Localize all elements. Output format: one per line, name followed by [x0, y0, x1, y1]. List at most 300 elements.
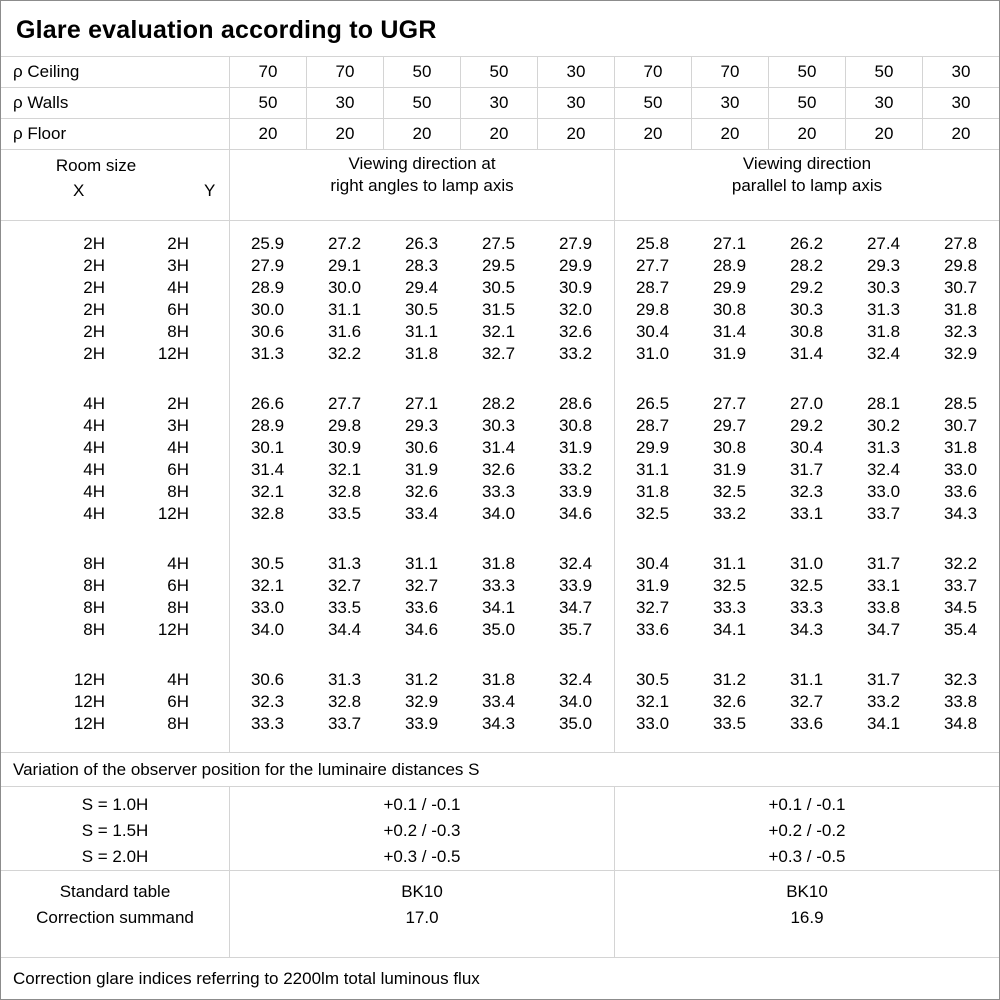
ugr-value: 34.3 [943, 504, 978, 523]
reflectance-value: 30 [306, 88, 383, 118]
ugr-value: 30.3 [866, 278, 901, 297]
reflectance-value: 50 [768, 88, 845, 118]
room-size-x-value: 12H [73, 670, 105, 689]
ugr-value: 28.7 [635, 416, 670, 435]
ugr-value: 27.7 [635, 256, 670, 275]
reflectance-value: 50 [460, 57, 537, 87]
room-size-x-value: 4H [83, 438, 105, 457]
ugr-row [1, 691, 999, 713]
ugr-row [1, 299, 999, 321]
ugr-value: 29.2 [789, 416, 824, 435]
ugr-value: 33.6 [943, 482, 978, 501]
ugr-value: 30.9 [558, 278, 593, 297]
ugr-value: 30.8 [789, 322, 824, 341]
variation-note: Variation of the observer position for the luminaire distances S [1, 753, 999, 787]
header-line: right angles to lamp axis [330, 176, 514, 195]
ugr-value: 31.3 [327, 554, 362, 573]
ugr-value: 32.6 [712, 692, 747, 711]
reflectance-row [1, 57, 999, 88]
ugr-value: 27.1 [712, 234, 747, 253]
ugr-value: 31.1 [404, 322, 439, 341]
room-size-x-value: 4H [83, 460, 105, 479]
ugr-value: 35.4 [943, 620, 978, 639]
ugr-value: 29.8 [943, 256, 978, 275]
room-size-x-value: 4H [83, 416, 105, 435]
ugr-value: 33.1 [789, 504, 824, 523]
ugr-value: 30.8 [558, 416, 593, 435]
ugr-value: 33.2 [558, 460, 593, 479]
room-size-x-value: 12H [73, 714, 105, 733]
ugr-value: 32.0 [558, 300, 593, 319]
ugr-row [1, 597, 999, 619]
ugr-row [1, 575, 999, 597]
ugr-value: 30.8 [712, 438, 747, 457]
ugr-value: 27.7 [712, 394, 747, 413]
ugr-value: 34.0 [481, 504, 516, 523]
reflectance-value: 70 [691, 57, 768, 87]
room-size-x-value: 2H [83, 322, 105, 341]
block-gap [1, 365, 999, 393]
ugr-value: 33.0 [250, 598, 285, 617]
ugr-value: 31.7 [789, 460, 824, 479]
reflectance-value: 50 [768, 57, 845, 87]
ugr-row [1, 669, 999, 691]
ugr-row [1, 553, 999, 575]
ugr-value: 26.2 [789, 234, 824, 253]
ugr-value: 31.4 [712, 322, 747, 341]
ugr-value: 33.3 [712, 598, 747, 617]
reflectance-value: 50 [229, 88, 306, 118]
ugr-value: 29.3 [404, 416, 439, 435]
ugr-value: 31.0 [789, 554, 824, 573]
room-size-y-label: Y [204, 181, 216, 200]
room-size-y-value: 2H [167, 234, 189, 253]
reflectance-value: 30 [537, 57, 614, 87]
reflectance-value: 30 [845, 88, 922, 118]
room-size-y-value: 4H [167, 670, 189, 689]
viewing-direction-parallel-header [614, 150, 999, 220]
ugr-value: 30.9 [327, 438, 362, 457]
ugr-value: 32.3 [943, 670, 978, 689]
ugr-value: 26.6 [250, 394, 285, 413]
ugr-value: 25.9 [250, 234, 285, 253]
ugr-value: 31.1 [789, 670, 824, 689]
ugr-value: 32.4 [558, 554, 593, 573]
ugr-value: 32.4 [866, 344, 901, 363]
ugr-value: 29.8 [327, 416, 362, 435]
block-gap [1, 641, 999, 669]
table-header-row [1, 150, 999, 221]
ugr-value: 34.7 [866, 620, 901, 639]
room-size-y-value: 8H [167, 714, 189, 733]
ugr-value: 31.3 [866, 438, 901, 457]
ugr-value: 31.4 [481, 438, 516, 457]
ugr-value: 31.3 [327, 670, 362, 689]
ugr-value: 32.9 [943, 344, 978, 363]
ugr-value: 25.8 [635, 234, 670, 253]
ugr-value: 32.1 [481, 322, 516, 341]
ugr-value: 28.9 [712, 256, 747, 275]
ugr-rows [1, 233, 999, 735]
ugr-value: 32.3 [789, 482, 824, 501]
ugr-value: 32.3 [943, 322, 978, 341]
room-size-y-value: 6H [167, 576, 189, 595]
room-size-y-value: 3H [167, 256, 189, 275]
ugr-value: 33.7 [943, 576, 978, 595]
reflectance-value: 50 [383, 57, 460, 87]
reflectance-label: ρ Ceiling [13, 62, 80, 81]
ugr-value: 30.6 [250, 670, 285, 689]
room-size-x-value: 4H [83, 394, 105, 413]
ugr-value: 27.9 [250, 256, 285, 275]
ugr-data-area [1, 221, 999, 753]
summary-right-angles [229, 871, 614, 957]
ugr-value: 28.2 [481, 394, 516, 413]
variation-value: +0.1 / -0.1 [768, 795, 846, 814]
ugr-value: 33.2 [866, 692, 901, 711]
reflectance-value: 30 [537, 88, 614, 118]
ugr-value: 31.9 [635, 576, 670, 595]
room-size-x-value: 8H [83, 576, 105, 595]
ugr-value: 29.9 [712, 278, 747, 297]
reflectance-label: ρ Floor [13, 124, 67, 143]
column-divider-line [229, 221, 230, 752]
ugr-row [1, 321, 999, 343]
ugr-value: 33.0 [943, 460, 978, 479]
s-distance-label: S = 1.5H [81, 821, 149, 840]
room-size-x-value: 8H [83, 620, 105, 639]
standard-table-section [1, 871, 999, 958]
variation-value: +0.1 / -0.1 [383, 795, 461, 814]
reflectance-value: 20 [845, 119, 922, 149]
ugr-value: 30.4 [635, 322, 670, 341]
footer-note: Correction glare indices referring to 2200lm total luminous flux [13, 968, 480, 988]
ugr-value: 29.1 [327, 256, 362, 275]
ugr-value: 33.5 [712, 714, 747, 733]
ugr-value: 31.1 [327, 300, 362, 319]
reflectance-row [1, 119, 999, 150]
header-line: Viewing direction at [348, 154, 496, 173]
ugr-value: 31.8 [866, 322, 901, 341]
ugr-value: 31.4 [250, 460, 285, 479]
viewing-direction-right-angles-header [229, 150, 614, 220]
reflectance-value: 20 [922, 119, 999, 149]
ugr-value: 34.7 [558, 598, 593, 617]
ugr-value: 31.8 [481, 670, 516, 689]
ugr-value: 33.5 [327, 504, 362, 523]
ugr-value: 33.8 [866, 598, 901, 617]
reflectance-value: 50 [383, 88, 460, 118]
ugr-value: 31.7 [866, 670, 901, 689]
ugr-value: 33.5 [327, 598, 362, 617]
ugr-value: 34.6 [558, 504, 593, 523]
room-size-x-value: 4H [83, 504, 105, 523]
reflectance-row [1, 88, 999, 119]
ugr-value: 30.5 [250, 554, 285, 573]
reflectance-value: 30 [922, 57, 999, 87]
room-size-y-value: 6H [167, 460, 189, 479]
ugr-value: 30.0 [250, 300, 285, 319]
ugr-value: 28.5 [943, 394, 978, 413]
room-size-y-value: 8H [167, 482, 189, 501]
ugr-value: 32.5 [635, 504, 670, 523]
s-distance-labels [1, 787, 229, 870]
ugr-value: 34.1 [866, 714, 901, 733]
ugr-value: 31.8 [404, 344, 439, 363]
ugr-value: 34.6 [404, 620, 439, 639]
room-size-x-value: 8H [83, 598, 105, 617]
room-size-x-value: 2H [83, 234, 105, 253]
room-size-y-value: 8H [167, 322, 189, 341]
ugr-value: 31.9 [404, 460, 439, 479]
room-size-y-value: 12H [157, 620, 189, 639]
ugr-value: 28.2 [789, 256, 824, 275]
standard-table-label: Standard table [59, 882, 171, 901]
ugr-value: 27.4 [866, 234, 901, 253]
ugr-value: 33.3 [250, 714, 285, 733]
ugr-value: 28.7 [635, 278, 670, 297]
ugr-value: 34.5 [943, 598, 978, 617]
header-line: Viewing direction [742, 154, 872, 173]
ugr-row [1, 393, 999, 415]
s-distance-label: S = 1.0H [81, 795, 149, 814]
room-size-y-value: 12H [157, 344, 189, 363]
ugr-value: 31.0 [635, 344, 670, 363]
ugr-value: 34.3 [481, 714, 516, 733]
ugr-value: 27.5 [481, 234, 516, 253]
ugr-value: 31.9 [712, 344, 747, 363]
ugr-value: 32.7 [635, 598, 670, 617]
ugr-value: 33.2 [558, 344, 593, 363]
ugr-value: 32.1 [250, 576, 285, 595]
ugr-row [1, 619, 999, 641]
ugr-value: 32.4 [558, 670, 593, 689]
ugr-value: 33.1 [866, 576, 901, 595]
ugr-value: 35.0 [558, 714, 593, 733]
ugr-value: 33.7 [327, 714, 362, 733]
ugr-value: 32.1 [327, 460, 362, 479]
ugr-value: 32.7 [481, 344, 516, 363]
room-size-x-value: 2H [83, 278, 105, 297]
ugr-value: 33.7 [866, 504, 901, 523]
ugr-row [1, 415, 999, 437]
reflectance-value: 20 [691, 119, 768, 149]
ugr-value: 27.7 [327, 394, 362, 413]
room-size-label: Room size [55, 156, 137, 175]
room-size-y-value: 2H [167, 394, 189, 413]
ugr-value: 31.2 [712, 670, 747, 689]
ugr-value: 32.6 [481, 460, 516, 479]
ugr-row [1, 713, 999, 735]
ugr-value: 28.9 [250, 416, 285, 435]
ugr-value: 31.1 [712, 554, 747, 573]
ugr-value: 29.7 [712, 416, 747, 435]
standard-table-value: BK10 [786, 882, 828, 901]
ugr-value: 29.3 [866, 256, 901, 275]
room-size-y-value: 3H [167, 416, 189, 435]
room-size-x-label: X [73, 181, 85, 200]
ugr-value: 30.4 [635, 554, 670, 573]
variation-values-parallel [614, 787, 999, 870]
ugr-value: 31.1 [635, 460, 670, 479]
group-divider-line [614, 221, 615, 752]
ugr-row [1, 233, 999, 255]
ugr-value: 34.0 [250, 620, 285, 639]
ugr-value: 30.6 [404, 438, 439, 457]
room-size-x-value: 2H [83, 344, 105, 363]
ugr-value: 32.5 [712, 482, 747, 501]
room-size-y-value: 6H [167, 692, 189, 711]
reflectance-value: 70 [306, 57, 383, 87]
block-gap [1, 525, 999, 553]
ugr-value: 30.3 [481, 416, 516, 435]
ugr-value: 33.3 [789, 598, 824, 617]
ugr-value: 29.9 [558, 256, 593, 275]
ugr-value: 30.8 [712, 300, 747, 319]
variation-value: +0.3 / -0.5 [383, 847, 461, 866]
ugr-value: 32.2 [327, 344, 362, 363]
ugr-value: 31.6 [327, 322, 362, 341]
ugr-value: 32.8 [250, 504, 285, 523]
s-distance-label: S = 2.0H [81, 847, 149, 866]
ugr-row [1, 343, 999, 365]
ugr-value: 34.4 [327, 620, 362, 639]
ugr-value: 32.1 [635, 692, 670, 711]
ugr-value: 32.5 [712, 576, 747, 595]
ugr-value: 30.2 [866, 416, 901, 435]
ugr-value: 30.6 [250, 322, 285, 341]
ugr-value: 34.1 [481, 598, 516, 617]
ugr-row [1, 503, 999, 525]
ugr-value: 32.1 [250, 482, 285, 501]
ugr-value: 32.6 [558, 322, 593, 341]
ugr-value: 29.9 [635, 438, 670, 457]
reflectance-value: 70 [614, 57, 691, 87]
ugr-value: 29.8 [635, 300, 670, 319]
ugr-value: 32.8 [327, 482, 362, 501]
standard-table-value: BK10 [401, 882, 443, 901]
correction-summand-label: Correction summand [36, 908, 194, 927]
ugr-row [1, 277, 999, 299]
ugr-value: 33.4 [404, 504, 439, 523]
ugr-value: 26.5 [635, 394, 670, 413]
room-size-header [1, 150, 229, 220]
ugr-value: 34.1 [712, 620, 747, 639]
correction-summand-value: 17.0 [405, 908, 439, 927]
ugr-value: 28.9 [250, 278, 285, 297]
ugr-value: 31.7 [866, 554, 901, 573]
room-size-y-value: 8H [167, 598, 189, 617]
header-line: parallel to lamp axis [731, 176, 883, 195]
ugr-value: 33.0 [635, 714, 670, 733]
ugr-value: 32.9 [404, 692, 439, 711]
reflectance-value: 30 [922, 88, 999, 118]
ugr-value: 32.7 [404, 576, 439, 595]
ugr-value: 31.4 [789, 344, 824, 363]
ugr-value: 33.9 [404, 714, 439, 733]
room-size-x-value: 12H [73, 692, 105, 711]
ugr-value: 28.1 [866, 394, 901, 413]
ugr-value: 28.3 [404, 256, 439, 275]
ugr-value: 30.5 [404, 300, 439, 319]
ugr-value: 31.8 [943, 300, 978, 319]
ugr-value: 30.7 [943, 416, 978, 435]
ugr-value: 34.3 [789, 620, 824, 639]
variation-value: +0.3 / -0.5 [768, 847, 846, 866]
ugr-value: 27.2 [327, 234, 362, 253]
ugr-value: 30.7 [943, 278, 978, 297]
reflectance-value: 20 [383, 119, 460, 149]
ugr-value: 31.3 [250, 344, 285, 363]
page-title: Glare evaluation according to UGR [1, 1, 999, 57]
ugr-value: 27.9 [558, 234, 593, 253]
ugr-value: 27.1 [404, 394, 439, 413]
ugr-value: 30.1 [250, 438, 285, 457]
ugr-value: 31.9 [558, 438, 593, 457]
ugr-value: 31.1 [404, 554, 439, 573]
ugr-value: 32.6 [404, 482, 439, 501]
reflectance-value: 20 [306, 119, 383, 149]
room-size-x-value: 4H [83, 482, 105, 501]
ugr-value: 29.2 [789, 278, 824, 297]
reflectance-value: 20 [537, 119, 614, 149]
ugr-value: 33.9 [558, 482, 593, 501]
ugr-value: 33.6 [635, 620, 670, 639]
ugr-value: 31.5 [481, 300, 516, 319]
reflectance-value: 20 [614, 119, 691, 149]
ugr-value: 31.8 [635, 482, 670, 501]
reflectance-value: 30 [460, 88, 537, 118]
room-size-y-value: 4H [167, 554, 189, 573]
variation-value: +0.2 / -0.3 [383, 821, 461, 840]
ugr-value: 33.3 [481, 482, 516, 501]
observer-variation-section [1, 787, 999, 871]
ugr-value: 30.0 [327, 278, 362, 297]
ugr-value: 34.0 [558, 692, 593, 711]
ugr-value: 33.9 [558, 576, 593, 595]
ugr-value: 26.3 [404, 234, 439, 253]
ugr-row [1, 437, 999, 459]
ugr-value: 30.5 [481, 278, 516, 297]
reflectance-value: 20 [229, 119, 306, 149]
ugr-value: 32.4 [866, 460, 901, 479]
ugr-value: 27.0 [789, 394, 824, 413]
ugr-value: 32.2 [943, 554, 978, 573]
ugr-value: 31.8 [943, 438, 978, 457]
variation-value: +0.2 / -0.2 [768, 821, 846, 840]
ugr-value: 30.5 [635, 670, 670, 689]
ugr-value: 33.2 [712, 504, 747, 523]
reflectance-header-rows [1, 57, 999, 150]
reflectance-value: 70 [229, 57, 306, 87]
ugr-value: 31.3 [866, 300, 901, 319]
ugr-value: 33.8 [943, 692, 978, 711]
summary-labels [1, 871, 229, 957]
room-size-x-value: 8H [83, 554, 105, 573]
room-size-y-value: 4H [167, 278, 189, 297]
ugr-value: 35.0 [481, 620, 516, 639]
room-size-y-value: 4H [167, 438, 189, 457]
ugr-value: 33.6 [789, 714, 824, 733]
ugr-value: 29.4 [404, 278, 439, 297]
ugr-value: 33.4 [481, 692, 516, 711]
reflectance-label: ρ Walls [13, 93, 69, 112]
ugr-value: 33.6 [404, 598, 439, 617]
ugr-value: 32.3 [250, 692, 285, 711]
ugr-value: 33.3 [481, 576, 516, 595]
ugr-row [1, 459, 999, 481]
ugr-value: 30.4 [789, 438, 824, 457]
